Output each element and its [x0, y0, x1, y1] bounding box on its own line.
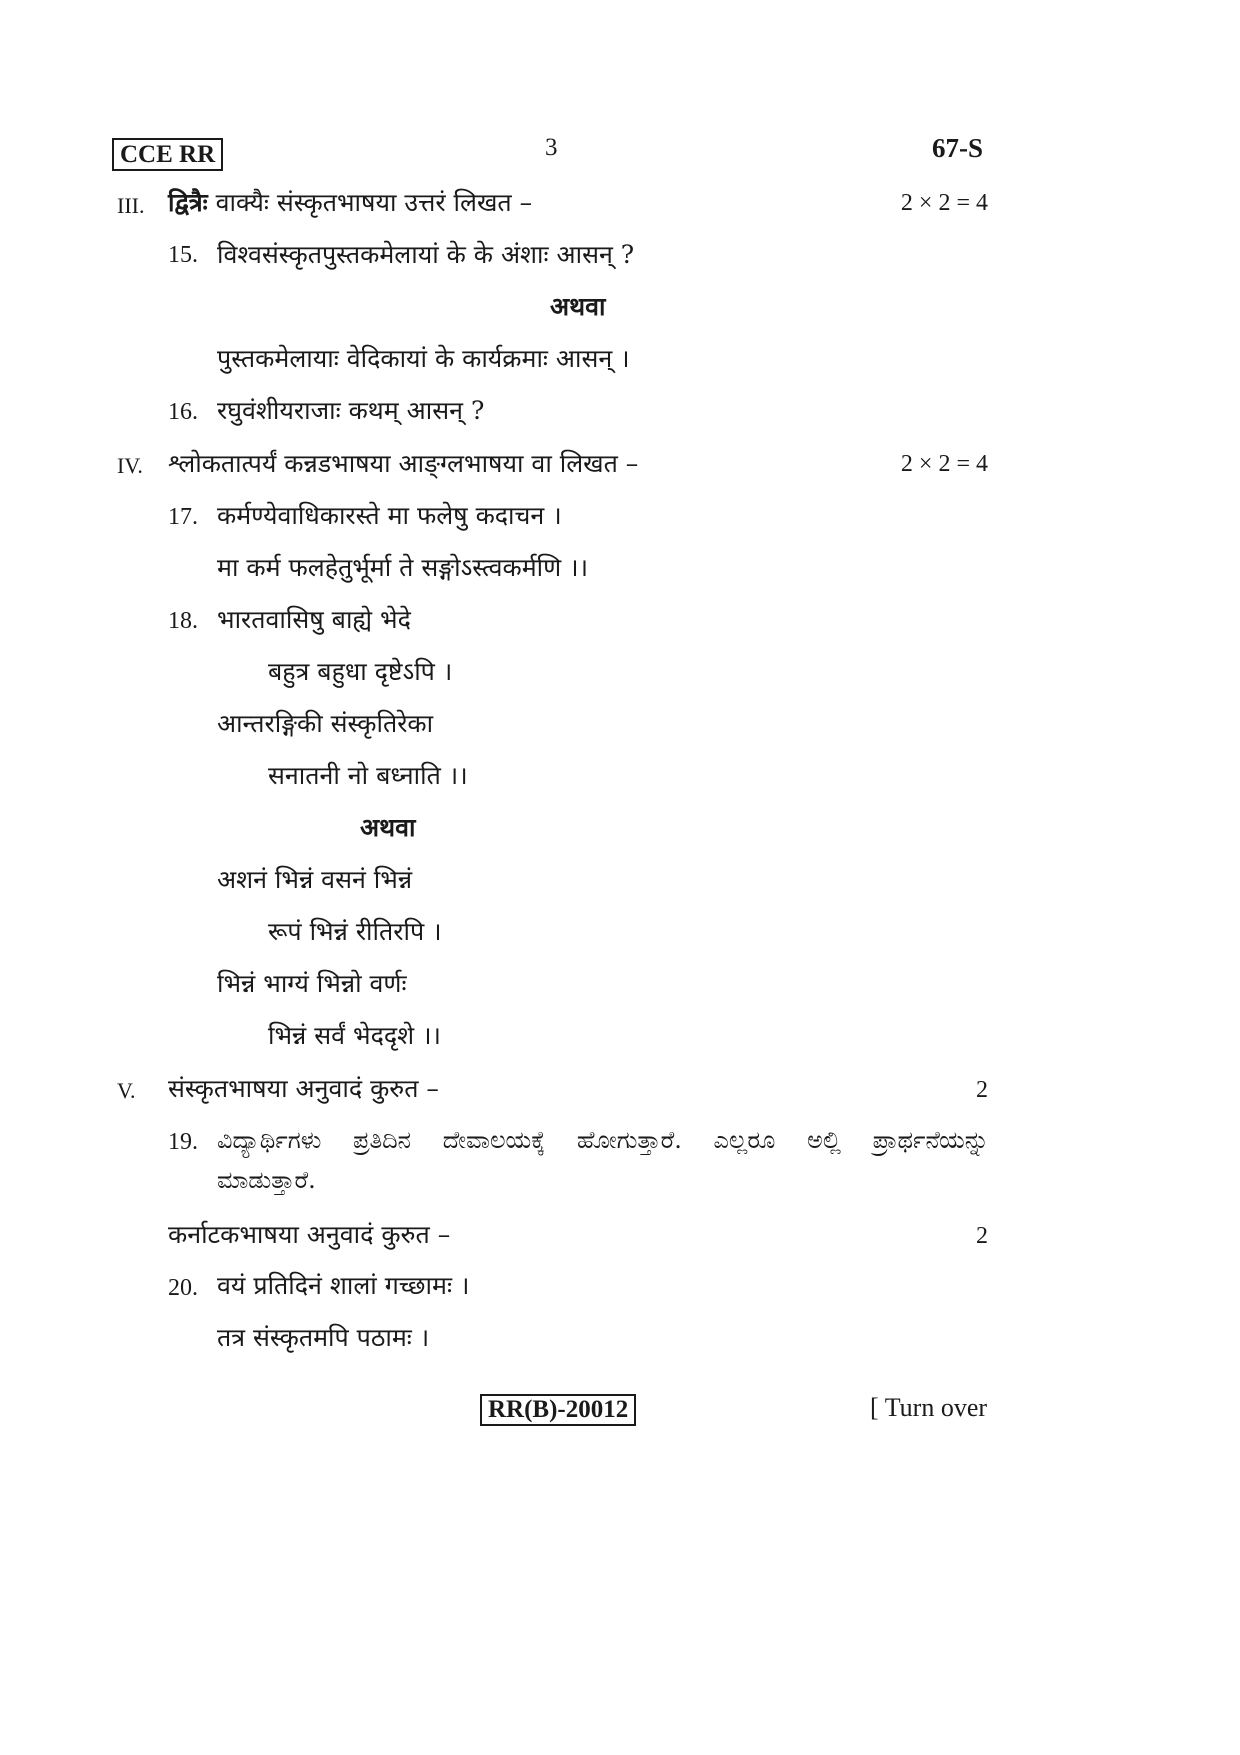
or-separator: अथवा: [360, 813, 416, 842]
verse-line: भारतवासिषु बाह्ये भेदे: [217, 605, 411, 634]
question-number: 19.: [168, 1129, 198, 1155]
question-text: तत्र संस्कृतमपि पठामः ।: [217, 1323, 430, 1352]
verse-line: कर्मण्येवाधिकारस्ते मा फलेषु कदाचन ।: [217, 501, 562, 530]
section-marks: 2 × 2 = 4: [900, 451, 988, 477]
question-number: 16.: [168, 399, 198, 425]
or-separator: अथवा: [550, 292, 606, 321]
section-instruction: संस्कृतभाषया अनुवादं कुरुत –: [168, 1074, 439, 1103]
verse-line: भिन्नं भाग्यं भिन्नो वर्णः: [217, 969, 407, 998]
turn-over-label: [ Turn over: [870, 1393, 988, 1422]
section-instruction: [168, 186, 532, 220]
section-instruction: कर्नाटकभाषया अनुवादं कुरुत –: [168, 1220, 451, 1249]
instruction-rest: वाक्यैः संस्कृतभाषया उत्तरं लिखत –: [207, 188, 533, 217]
verse-line: सनातनी नो बध्नाति ।।: [268, 761, 468, 790]
question-text: विश्वसंस्कृतपुस्तकमेलायां के के अंशाः आसन् ?: [217, 240, 635, 269]
kannada-word: ಪ್ರಾರ್ಥನೆಯನ್ನು: [872, 1126, 989, 1154]
question-number: 20.: [168, 1275, 198, 1301]
page-number: 3: [545, 134, 558, 161]
kannada-word: ದೇವಾಲಯಕ್ಕೆ: [442, 1126, 546, 1154]
verse-line: बहुत्र बहुधा दृष्टेऽपि ।: [268, 657, 453, 686]
instruction-bold: द्वित्रैः: [168, 188, 208, 217]
kannada-word: ವಿದ್ಯಾರ್ಥಿಗಳು: [217, 1126, 322, 1154]
question-number: 18.: [168, 608, 198, 634]
paper-code: 67-S: [932, 133, 984, 163]
verse-line: आन्तरङ्गिकी संस्कृतिरेका: [217, 709, 434, 738]
kannada-word: ಎಲ್ಲರೂ: [713, 1126, 776, 1154]
question-number: 17.: [168, 504, 198, 530]
section-marks: 2: [976, 1077, 988, 1103]
section-numeral: III.: [117, 193, 145, 218]
question-number: 15.: [168, 242, 198, 268]
kannada-line: ಮಾಡುತ್ತಾರೆ.: [217, 1166, 316, 1194]
verse-line: अशनं भिन्नं वसनं भिन्नं: [217, 865, 413, 894]
section-marks: 2 × 2 = 4: [900, 190, 988, 216]
footer-code: RR(B)-20012: [480, 1394, 636, 1426]
question-text: वयं प्रतिदिनं शालां गच्छामः ।: [217, 1271, 470, 1300]
section-numeral: IV.: [117, 453, 143, 478]
section-instruction: श्लोकतात्पर्यं कन्नडभाषया आङ्ग्लभाषया वा लिखत –: [168, 449, 639, 478]
section-marks: 2: [976, 1223, 988, 1249]
verse-line: मा कर्म फलहेतुर्भूर्मा ते सङ्गोऽस्त्वकर्मणि ।।: [217, 553, 589, 582]
kannada-sentence-line: [217, 1123, 989, 1157]
header-left-code: CCE RR: [112, 138, 223, 171]
kannada-word: ಹೋಗುತ್ತಾರೆ.: [576, 1126, 682, 1154]
verse-line: भिन्नं सर्वं भेददृशे ।।: [268, 1021, 442, 1050]
kannada-word: ಪ್ರತಿದಿನ: [353, 1126, 412, 1154]
section-numeral: V.: [117, 1078, 136, 1103]
kannada-word: ಅಲ್ಲಿ: [807, 1126, 841, 1154]
verse-line: रूपं भिन्नं रीतिरपि ।: [268, 917, 442, 946]
question-text: रघुवंशीयराजाः कथम् आसन् ?: [217, 396, 485, 425]
question-text: पुस्तकमेलायाः वेदिकायां के कार्यक्रमाः आसन् ।: [217, 344, 630, 373]
